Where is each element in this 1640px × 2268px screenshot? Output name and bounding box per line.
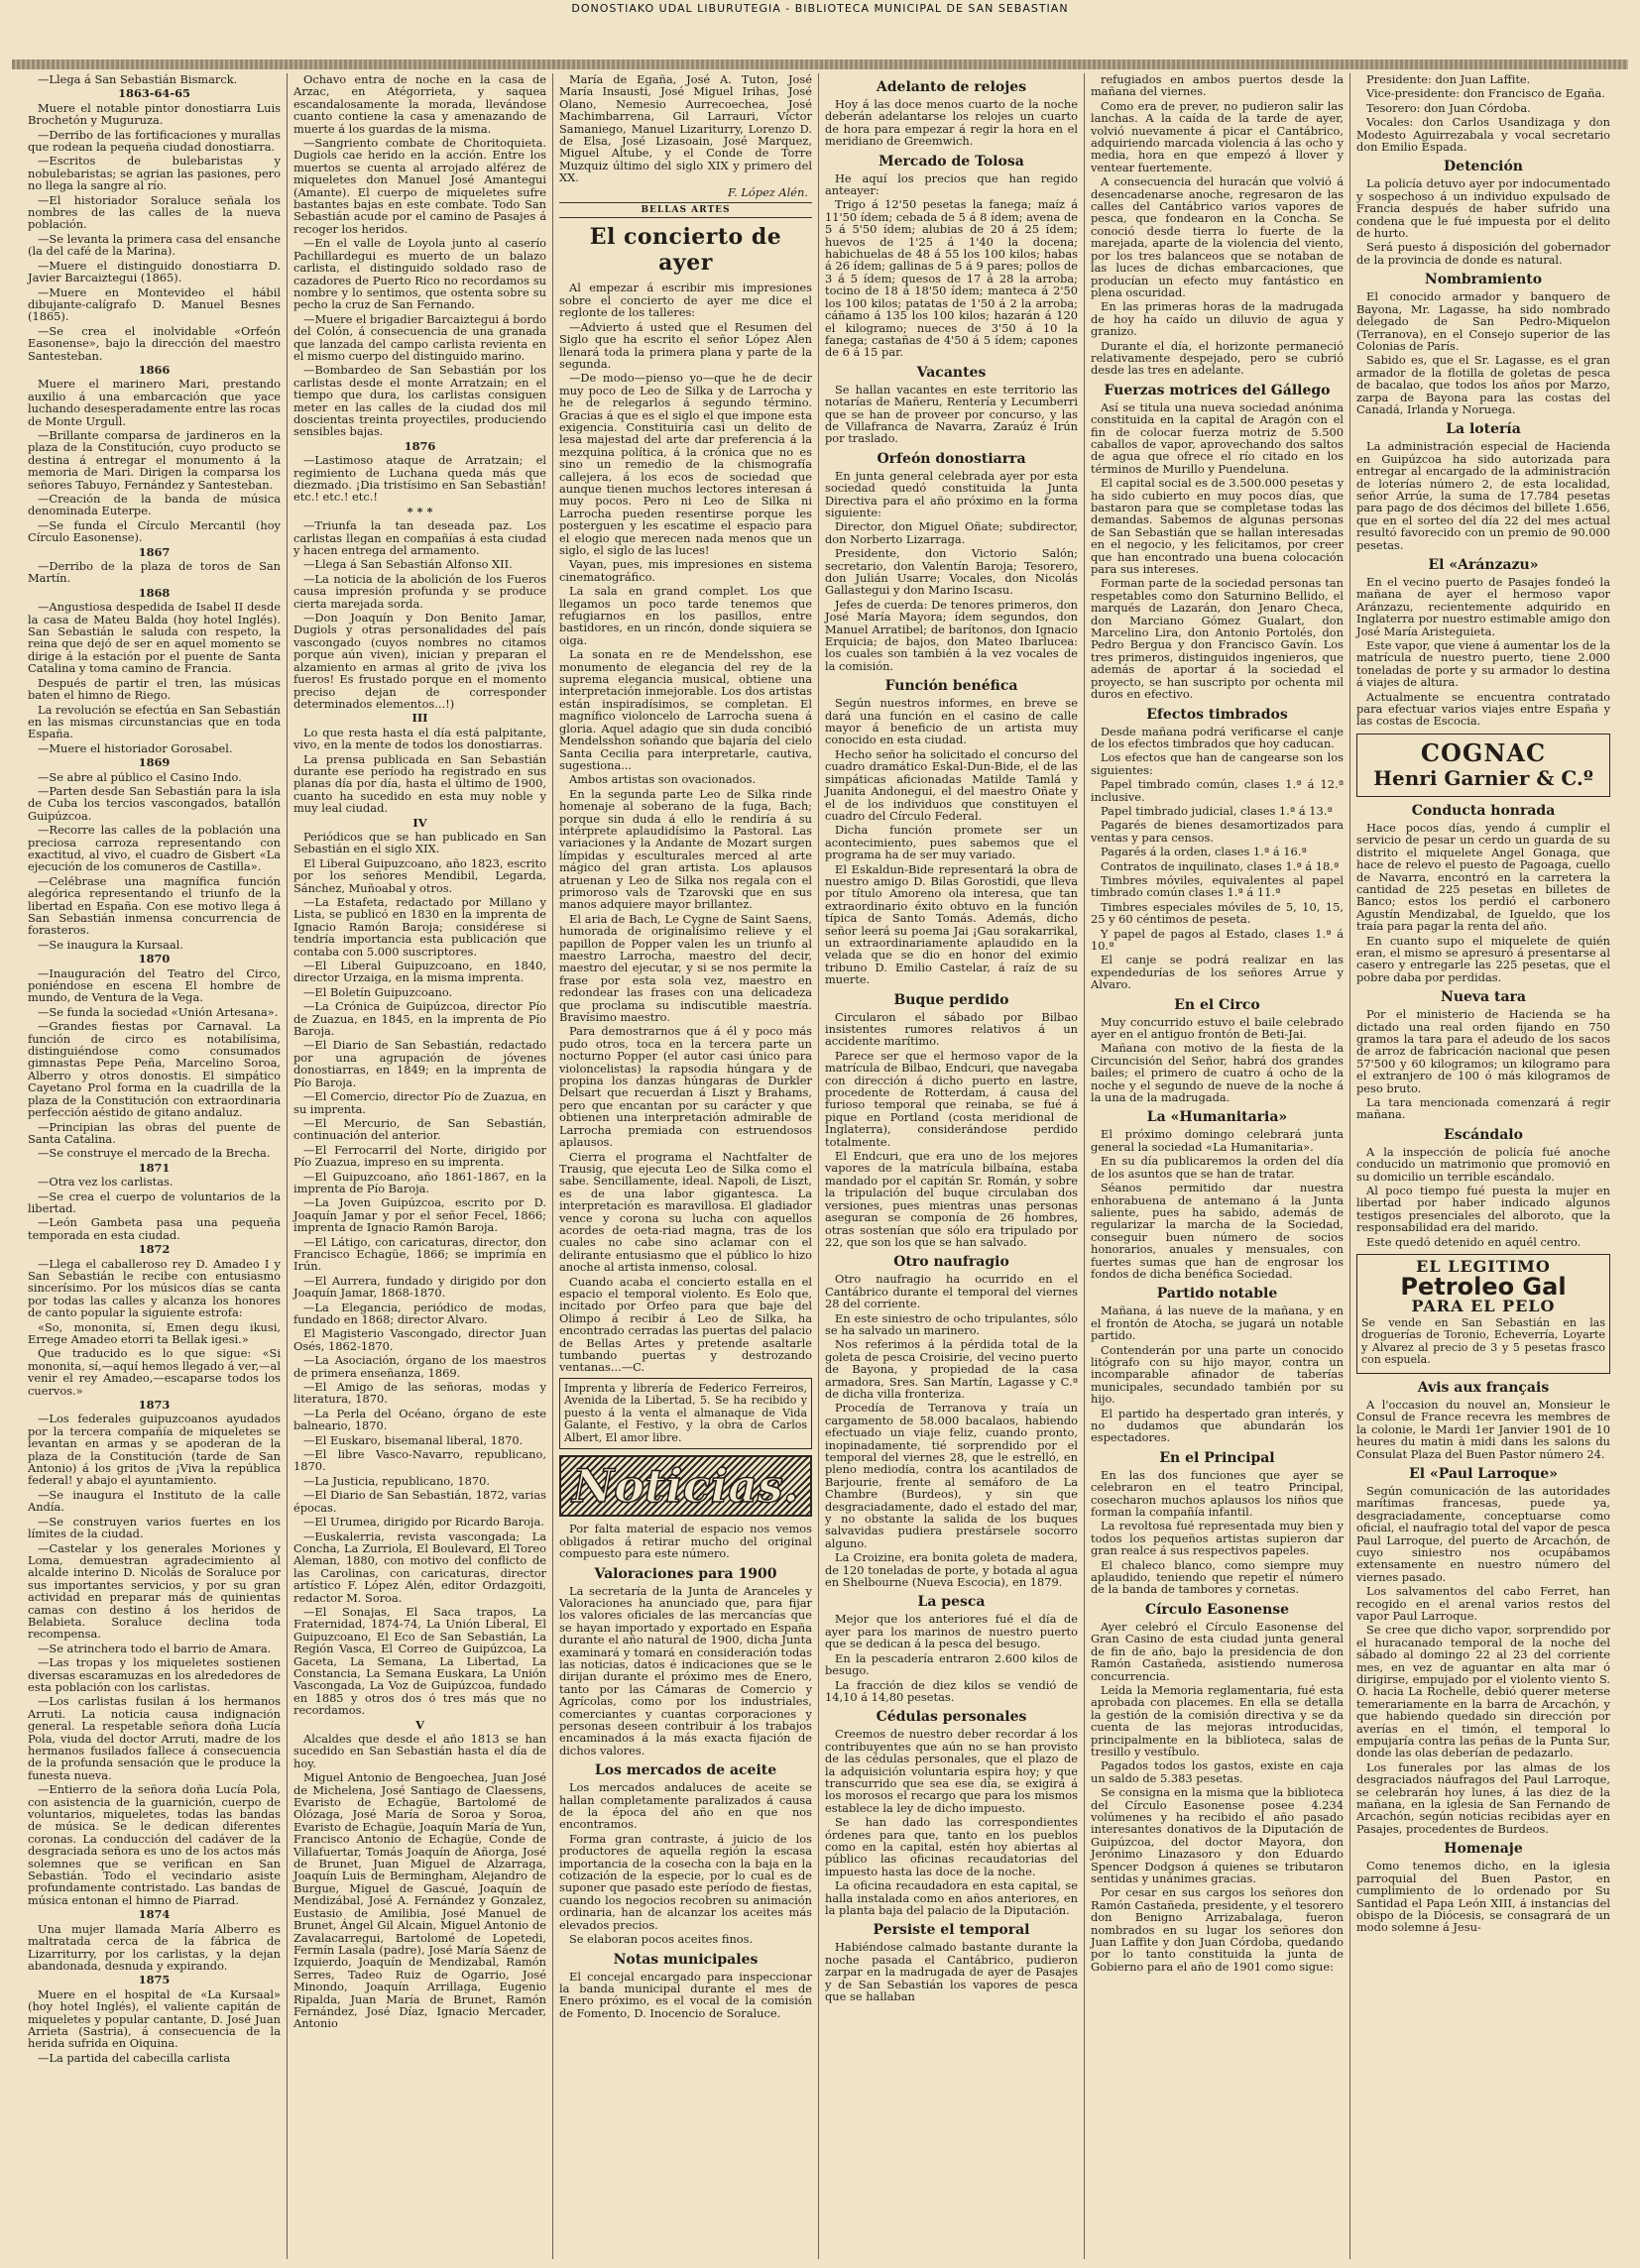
paragraph: La fracción de diez kilos se vendió de 14,10 á 14,80 pesetas. [825, 1677, 1078, 1704]
paragraph: —Se crea el inolvidable «Orfeón Easonense», bajo la dirección del maestro Santesteban. [28, 323, 281, 363]
cognac-title: COGNAC [1420, 737, 1547, 767]
paragraph: En las primeras horas de la madrugada de hoy ha caído un diluvio de agua y granizo. [1091, 299, 1344, 339]
paragraph: Se hallan vacantes en este territorio las notarías de Mañeru, Rentería y Lecumberri que se han de proveer por concurso, y las de Villafranca de Navarra, Zaraúz é Irún por traslado. [825, 382, 1078, 446]
advertisement-petroleo [1356, 1254, 1610, 1374]
paragraph: Timbres móviles, equivalentes al papel timbrado común clases 1.ª á 11.ª [1091, 872, 1344, 900]
paragraph: —El historiador Soraluce señala los nombres de las calles de la nueva población. [28, 192, 281, 232]
paragraph: —La Perla del Océano, órgano de este balneario, 1870. [293, 1406, 546, 1433]
paragraph: Por falta material de espacio nos vemos obligados á retirar mucho del original compuesto para este número. [559, 1522, 812, 1561]
paragraph: —Escritos de bulebaristas y nobulebaristas; se agrian las pasiones, pero no llega la sangre al río. [28, 154, 281, 193]
headline-valoraciones: Valoraciones para 1900 [594, 1565, 777, 1582]
header-ornament [12, 59, 1628, 69]
paragraph: Al empezar á escribir mis impresiones sobre el concierto de ayer me dice el reglonte de los talleres: [559, 281, 812, 320]
paragraph: En cuanto supo el miquelete de quién eran, el mismo se apresuró á presentarse al casero y entregarle las 225 pesetas, que el pobre daba por perdidas. [1356, 933, 1610, 984]
newspaper-page [22, 73, 1620, 2259]
noticias-masthead: Noticias. [559, 1455, 812, 1517]
paragraph: La prensa publicada en San Sebastián durante ese período ha registrado en sus planas día por día, hasta el último de 1900, cuanto ha sucedido en esta muy noble y muy leal ciudad. [293, 751, 546, 816]
article-headline: Homenaje [1444, 1841, 1523, 1858]
valoraciones-body [559, 1585, 812, 1758]
column-6-top [1356, 73, 1610, 728]
paragraph: Mejor que los anteriores fué el día de ayer para los marinos de nuestro puerto que se dedican á la pesca del besugo. [825, 1612, 1078, 1651]
paragraph: Vayan, pues, mis impresiones en sistema cinematográfico. [559, 557, 812, 584]
paragraph: —El Guipuzcoano, año 1861-1867, en la imprenta de Pío Baroja. [293, 1169, 546, 1195]
paragraph: —Se inaugura la Kursaal. [38, 937, 183, 952]
column-5 [1085, 73, 1350, 2259]
paragraph: La oficina recaudadora en esta capital, se halla instalada como en años anteriores, en la planta baja del palacio de la Diputación. [825, 1878, 1078, 1917]
paragraph: Procedía de Terranova y traía un cargamento de 58.000 bacalaos, habiendo efectuado un viaje feliz, cuando pronto, inopinadamente, tié sorprendido por el temporal del viernes 28, que le estrelló, en pleno mediodía, contra los acantilados de Barjourie, frente al semáforo de La Chambre (Burdeos), y sin que desgraciadamente, dado el estado del mar, y no obstante la salida de los buques salvavidas pudiera prestársele socorro alguno. [825, 1401, 1078, 1550]
paragraph: El aria de Bach, Le Cygne de Saint Saens, humorada de originalísimo relieve y el papillon de Popper valen les un triunfo al maestro Larrocha, maestro del decir, maestro del ejecutar, y si se nos permite la frase por esta sola vez, maestro en redondear las frases con una delicadeza que proclama su indiscutible maestría. Bravísimo maestro. [559, 911, 812, 1025]
paragraph: —Se funda la sociedad «Unión Artesana». [38, 1004, 279, 1019]
paragraph: —Brillante comparsa de jardineros en la plaza de la Constitución, cuyo producto se destina á entregar el monumento á la memoria de Mari. Dirigen la comparsa los señores Tabuyo, Fernández y Santesteban. [28, 427, 281, 492]
paragraph: Alcaldes que desde el año 1813 se han sucedido en San Sebastián hasta el día de hoy. [293, 1732, 546, 1770]
article-headline: Círculo Easonense [1144, 1601, 1290, 1618]
paragraph: Pagarés á la orden, clases 1.ª á 16.ª [1101, 845, 1307, 859]
concierto-body [559, 282, 812, 1373]
advertisement-cognac [1356, 734, 1610, 797]
column-4 [819, 73, 1085, 2259]
paragraph: El canje se podrá realizar en las expendedurías de los señores Arrue y Alvaro. [1091, 953, 1344, 992]
paragraph: «So, mononita, sí, Emen degu ikusi, Errege Amadeo etorri ta Bellak igesi.» [28, 1319, 281, 1346]
paragraph: Parece ser que el hermoso vapor de la matrícula de Bilbao, Endcuri, que navegaba con dirección á dicho puerto en lastre, procedente de Rotterdam, á causa del furioso temporal que reinaba, se fué á pique en Portland (costa meridional de Inglaterra), considerándose perdido totalmente. [825, 1048, 1078, 1149]
paragraph: El próximo domingo celebrará junta general la sociedad «La Humanitaria». [1091, 1127, 1344, 1154]
notas-body [559, 1971, 812, 2020]
column-1 [22, 73, 288, 2259]
paragraph: Muere el notable pintor donostiarra Luis Brochetón y Muguruza. [28, 100, 281, 128]
paragraph: Desde mañana podrá verificarse el canje de los efectos timbrados que hoy caducan. [1091, 724, 1344, 750]
paragraph: —La Joven Guipúzcoa, escrito por D. Joaquín Jamar y por el señor Fecel, 1866; imprenta de Ignacio Ramón Baroja. [293, 1195, 546, 1235]
paragraph: Este vapor, que viene á aumentar los de la matrícula de nuestro puerto, tiene 2.000 toneladas de porte y su armador lo destina á viajes de altura. [1356, 638, 1610, 690]
paragraph: Forman parte de la sociedad personas tan respetables como don Saturnino Bellido, el marqués de Lazarán, don Jenaro Checa, don Marciano Gómez Gualart, don Marcelino Lira, don Antonio Portolés, don Pedro Bergua y don Francisco Gavín. Los tres primeros, distinguidos ingenieros, que además de aportar á la sociedad el proyecto, se han suscripto por ochenta mil duros en efectivo. [1091, 576, 1344, 702]
paragraph: La sala en grand complet. Los que llegamos un poco tarde tenemos que refugiarnos en los pasillos, entre bastidores, en un rincón, donde siquiera se oiga. [559, 584, 812, 647]
paragraph: —Muere el historiador Gorosabel. [38, 740, 233, 755]
petroleo-title-bottom: PARA EL PELO [1411, 1297, 1556, 1316]
year-heading: 1875 [138, 1973, 171, 1987]
paragraph: El Eskaldun-Bide representará la obra de nuestro amigo D. Bilas Gorostidi, que lleva por título Amoreno ola interesa, que tan extraordinario éxito obtuvo en la función típica de Santo Tomás. Además, dicho señor leerá su poema Jai ¡Gau sorakarrikal, un extraordinariamente aplaudido en la velada que se dio en honor del eximio tribuno D. Emilio Castelar, á raíz de su muerte. [825, 861, 1078, 987]
paragraph: La sonata en re de Mendelsshon, ese monumento de elegancia del rey de la suprema elegancia musical, obtiene una interpretación inmejorable. Los dos artistas están inspiradísimos, se completan. El magnífico violoncelo de Larrocha suena á gloria. Aquel adagio que sin duda concibió Mendelsshon soñando que bajaría del cielo Santa Cecilia para interpretarle, cautiva, sugestiona... [559, 647, 812, 772]
paragraph: María de Egaña, José A. Tuton, José María Insausti, José Miguel Irihas, José Olano, Nemesio Aurrecoechea, José Machimbarrena, Gil Larrauri, Víctor Samaniego, Manuel Lizariturry, Lorenzo D. de Elsa, José Lizasoain, José Marquez, Miguel Altube, y el Conde de Torre Muzquiz último del siglo XIX y primero del XX. [559, 73, 812, 185]
paragraph: Forma gran contraste, á juicio de los productores de aquella región la escasa importancia de la cosecha con la baja en la cotización de la especie, por lo cual es de suponer que pasado este período de fiestas, cuando los negocios recobren su animación ordinaria, han de alcanzar los aceites más elevados precios. [559, 1831, 812, 1932]
author-signature: F. López Alén. [727, 184, 808, 199]
paragraph: Contenderán por una parte un conocido litógrafo con su hijo mayor, contra un incomparable afinador de taberías municipales, secundado también por su hijo. [1091, 1342, 1344, 1407]
paragraph: El capital social es de 3.500.000 pesetas y ha sido cubierto en muy pocos días, que bastaron para que se completase todas las demandas. Sabemos de algunas personas de San Sebastián que se hallan interesadas en el negocio, y les felicitamos, por creer que han encontrado una buena colocación para sus intereses. [1091, 476, 1344, 577]
article-headline: El «Aránzazu» [1428, 557, 1539, 573]
article-headline: Adelanto de relojes [876, 79, 1027, 95]
section-label-bellas-artes: BELLAS ARTES [559, 202, 812, 218]
paragraph: Como era de prever, no pudieron salir las lanchas. A la caída de la tarde de ayer, volvió nuevamente á picar el Cantábrico, adquiriendo marcada violencia á las ocho y media, hora en que empezó á llover y ventear fuertemente. [1091, 98, 1344, 174]
paragraph: Muere en el hospital de «La Kursaal» (hoy hotel Inglés), el valiente capitán de miqueletes y popular cantante, D. José Juan Arrieta (Sastria), á consecuencia de la herida sufrida en Oiquina. [28, 1986, 281, 2051]
paragraph: Por cesar en sus cargos los señores don Ramón Castañeda, presidente, y el tesorero don Benigno Arrizabalaga, fueron nombrados en su lugar los señores don Juan Laffite y don Juan Córdoba, quedando por lo tanto constituida la junta de Gobierno para el año de 1901 como sigue: [1091, 1885, 1344, 1974]
paragraph: El Endcuri, que era uno de los mejores vapores de la matrícula bilbaína, estaba mandado por el capitán Sr. Román, y sobre la tripulación del buque circulaban dos versiones, pues mientras unas personas aseguran se componía de 26 hombres, otras sostenían que sólo era tripulado por 22, que son los que se han salvado. [825, 1149, 1078, 1249]
column-3-intro [559, 73, 812, 184]
paragraph: Se han dado las correspondientes órdenes para que, tanto en los pueblos como en la capital, estén hoy abiertas al público las oficinas recaudatorias del impuesto hasta las doce de la noche. [825, 1815, 1078, 1878]
paragraph: —Se inaugura el Instituto de la calle Andía. [28, 1487, 281, 1515]
paragraph: La policía detuvo ayer por indocumentado y sospechoso á un individuo expulsado de Francia después de haber sufrido una condena que le fué impuesta por el delito de hurto. [1356, 176, 1610, 241]
paragraph: Cuando acaba el concierto estalla en el espacio el temporal violento. Es Eolo que, incitado por Orfeo para que baje del Olimpo á recibir á Leo de Silka, ha encontrado cerradas las puertas del palacio de Bellas Artes y pretende asaltarle tumbando puertas y destrozando ventanas...—C. [559, 1274, 812, 1375]
paragraph: Los efectos que han de cangearse son los siguientes: [1091, 750, 1344, 777]
paragraph: Vice-presidente: don Francisco de Egaña. [1366, 86, 1605, 101]
paragraph: refugiados en ambos puertos desde la mañana del viernes. [1091, 73, 1344, 99]
paragraph: Este quedó detenido en aquél centro. [1366, 1234, 1581, 1249]
article-headline: El «Paul Larroque» [1409, 1465, 1558, 1482]
paragraph: —La noticia de la abolición de los Fueros causa impresión profunda y se produce cierta marejada sorda. [293, 571, 546, 611]
paragraph: —Se abre al público el Casino Indo. [38, 769, 242, 784]
paragraph: —Los federales guipuzcoanos ayudados por la tercera compañía de miqueletes se levantan en armas y se apoderan de la plaza de la Constitución (tarde de San Antonio) á los gritos de ¡Viva la república federal! y abajo el ayuntamiento. [28, 1412, 281, 1488]
paragraph: —El Diario de San Sebastián, 1872, varias épocas. [293, 1488, 546, 1515]
article-headline: Orfeón donostiarra [877, 450, 1026, 467]
paragraph: Director, don Miguel Oñate; subdirector, don Norberto Lizarraga. [825, 519, 1078, 546]
paragraph: Papel timbrado común, clases 1.ª á 12.ª inclusive. [1091, 777, 1344, 804]
column-1-body [28, 73, 281, 2064]
paragraph: Ayer celebró el Círculo Easonense del Gran Casino de esta ciudad junta general de fin de año, bajo la presidencia de don Ramón Castañeda, asistiendo numerosa concurrencia. [1091, 1619, 1344, 1683]
paragraph: Timbres especiales móviles de 5, 10, 15, 25 y 60 céntimos de peseta. [1091, 899, 1344, 927]
year-heading: * * * [407, 504, 433, 518]
paragraph: Trigo á 12'50 pesetas la fanega; maíz á 11'50 ídem; cebada de 5 á 8 ídem; avena de 5 á 5'50 ídem; alubias de 20 á 25 ídem; huevos de 1'25 á 1'40 la docena; habichuelas de 48 á 55 los 100 kilos; habas á 26 ídem; gallinas de 5 á 9 pares; pollos de 3 á 5 ídem; quesos de 17 á 28 la arroba; tocino de 18 á 18'50 ídem; manteca á 2'50 los 100 kilos; patatas de 1'50 á 2 la arroba; cáñamo á 135 los 100 kilos; hazarán á 120 el kilogramo; nueces de 3'50 á 10 la fanega; castañas de 4'50 á 5 ídem; capones de 6 á 15 par. [825, 197, 1078, 360]
paragraph: Hace pocos días, yendo á cumplir el servicio de pesar un cerdo un guarda de su distrito el miquelete Angel Gonaga, que hace de relevo el puesto de Pagoaga, cuello de Navarra, encontró en la carretera la cantidad de 225 pesetas en billetes de Banco; estos los perdió el carbonero Agustín Mendizabal, de Igueldo, que los traía para pagar la renta del año. [1356, 820, 1610, 934]
paragraph: —Grandes fiestas por Carnaval. La función de circo es notabilísima, distinguiéndose como consumados gimnastas Pepe Peña, Marcelino Soroa, Alberro y otros donostis. El simpático Cayetano Prol forma en la cuadrilla de la plaza de la Constitución con extraordinaria perfección aéstido de gitano andaluz. [28, 1019, 281, 1120]
column-4-body [825, 79, 1078, 2002]
article-headline: Mercado de Tolosa [879, 153, 1024, 170]
paragraph: En las dos funciones que ayer se celebraron en el teatro Principal, cosecharon muchos aplausos los niños que forman la compañía infantil. [1091, 1467, 1344, 1520]
paragraph: —El libre Vasco-Navarro, republicano, 1870. [293, 1447, 546, 1474]
paragraph: —Las tropas y los miqueletes sostienen diversas escaramuzas en los alrededores de esta población con los carlistas. [28, 1655, 281, 1694]
paragraph: —De modo—pienso yo—que he de decir muy poco de Leo de Silka y de Larrocha y he de relegarlos á segundo término. Gracias á que es el siglo el que impone esta exigencia. Constituiría casi un delito de lesa majestad del arte dar preferencia á la mezquina política, á la crónica que no es sino un remedio de la chismografía callejera, á los ecos de sociedad que aunque tienen muchos lectores interesan á muy pocos. Pero ni Leo de Silka ni Larrocha pueden resentirse porque les posterguen y les escatime el espacio para el elogio que merecen nada menos que un siglo, el siglo de las luces! [559, 371, 812, 557]
article-headline: Nombramiento [1424, 272, 1543, 288]
article-headline: Efectos timbrados [1146, 706, 1288, 723]
article-headline: Escándalo [1444, 1126, 1523, 1143]
column-2-body [293, 73, 546, 2030]
paragraph: Hoy á las doce menos cuarto de la noche deberán adelantarse los relojes un cuarto de hora para empezar á regir la hora en el meridiano de Greemwich. [825, 97, 1078, 149]
article-headline: Cédulas personales [876, 1709, 1027, 1726]
paragraph: Cierra el programa el Nachtfalter de Trausig, que ejecuta Leo de Silka como el sabe. Sencillamente, ideal. Napoli, de Liszt, es de una labor gigantesca. La interpretación es maravillosa. El gladiador vence y corona su lucha con aquellos acordes de oeta-riad magna, tras de los cuales no cabe sino aclamar con el delirante entusiasmo que el público lo hizo anoche al artista inmenso, colosal. [559, 1149, 812, 1275]
paragraph: —Inauguración del Teatro del Circo, poniéndose en escena El hombre de mundo, de Ventura de la Vega. [28, 965, 281, 1005]
paragraph: —Muere el brigadier Barcaiztegui á bordo del Colón, á consecuencia de una granada que lanzada del campo carlista revienta en el mismo cuerpo del distinguido marino. [293, 311, 546, 363]
column-6-bottom [1356, 1380, 1610, 1934]
column-6 [1350, 73, 1616, 2259]
petroleo-brand: Petroleo Gal [1400, 1273, 1567, 1302]
paragraph: —Bombardeo de San Sebastián por los carlistas desde el monte Arratzain; en el tiempo que dura, los carlistas consiguen meter en las calles de la ciudad dos mil doscientas treinta proyectiles, produciendo sensibles bajas. [293, 363, 546, 439]
paragraph: En su día publicaremos la orden del día de los asuntos que se han de tratar. [1091, 1154, 1344, 1181]
paragraph: Papel timbrado judicial, clases 1.ª á 13.ª [1101, 803, 1333, 818]
paragraph: El Liberal Guipuzcoano, año 1823, escrito por los señores Mendibil, Legarda, Sánchez, Muñoabal y otros. [293, 855, 546, 895]
article-headline: Función benéfica [884, 678, 1018, 695]
year-heading: 1863-64-65 [118, 86, 190, 101]
paragraph: —Derribo de la plaza de toros de San Martín. [28, 559, 281, 586]
paragraph: Actualmente se encuentra contratado para efectuar varios viajes entre España y las costas de Escocia. [1356, 689, 1610, 729]
paragraph: La secretaría de la Junta de Aranceles y Valoraciones ha anunciado que, para fijar los valores oficiales de las mercancías que se hayan importado y exportado en España durante el año natural de 1900, dicha Junta examinará y tomará en consideración todas las noticias, datos é indicaciones que se le dirijan durante el próximo mes de Enero, tanto por las Cámaras de Comercio y Agrícolas, como por los industriales, comerciantes y cuantas corporaciones y personas deseen contribuir á los trabajos encaminados á la más exacta fijación de dichos valores. [559, 1583, 812, 1758]
paragraph: —Muere en Montevideo el hábil dibujante-calígrafo D. Manuel Besnes (1865). [28, 284, 281, 324]
paragraph: —Llega á San Sebastián Alfonso XII. [303, 557, 513, 572]
paragraph: Creemos de nuestro deber recordar á los contribuyentes que aún no se han provisto de las cédulas personales, que el plazo de la adquisición voluntaria espira hoy; y que transcurrido que sea ese día, se exigirá á los morosos el recargo que para los mismos establece la ley de dicho impuesto. [825, 1727, 1078, 1815]
paragraph: Durante el día, el horizonte permaneció relativamente despejado, pero se cubrió desde las tres en adelante. [1091, 338, 1344, 378]
imprenta-notice: Imprenta y librería de Federico Ferreiros, Avenida de la Libertad, 5. Se ha recibido y puesto á la venta el almanaque de Vida Galante, el Festivo, y la obra de Carlos Albert, El amor libre. [559, 1378, 812, 1450]
column-2 [288, 73, 553, 2259]
paragraph: Miguel Antonio de Bengoechea, Juan José de Michelena, José Santiago de Claessens, Evaristo de Echagüe, Bartolomé de Olózaga, José María de Soroa y Soroa, Evaristo de Echagüe, Joaquín María de Yun, Francisco Antonio de Echagüe, Conde de Villafuertar, Tomás Joaquín de Añorga, José de Brunet, Juan Miguel de Alzarraga, Joaquín Luis de Bermingham, Alejandro de Burgue, Miguel de Gascué, Joaquín de Mendizábal, José A. Fernández y Gonzalez, Eustasio de Amilibia, José Manuel de Brunet, Ángel Gil Alcain, Miguel Antonio de Zavalacarregui, Bartolomé de Lopetedi, Fermín Lasala (padre), José María Sáenz de Izquierdo, Joaquín de Mendizabal, Ramón Serres, Tadeo Ruiz de Ogarrio, José Minondo, Joaquín Arrillaga, Eugenio Ripalda, Juan María de Brunet, Ramón Fernández, José Díaz, Ignacio Mercader, Antonio [293, 1770, 546, 2031]
paragraph: En junta general celebrada ayer por esta sociedad quedó constituida la Junta Directiva para el año próximo en la forma siguiente: [825, 468, 1078, 519]
paragraph: —La Estafeta, redactado por Millano y Lista, se publicó en 1830 en la imprenta de Ignacio Ramón Baroja; considérese si tendría importancia esta publicación que contaba con 5.000 suscriptores. [293, 895, 546, 959]
year-heading: III [411, 711, 428, 726]
paragraph: —Se atrinchera todo el barrio de Amara. [38, 1641, 272, 1655]
aceite-body [559, 1781, 812, 1945]
paragraph: Ochavo entra de noche en la casa de Arzac, en Atégorrieta, y saquea escandalosamente la morada, llevándose cuanto contiene la casa y amenazando de muerte á los guardas de la misma. [293, 73, 546, 136]
paragraph: Según comunicación de las autoridades marítimas francesas, puede ya, desgraciadamente, conceptuarse como oficial, el naufragio total del vapor de pesca Paul Larroque, del puerto de Arcachón, de cuyo siniestro nos ocupábamos extensamente en nuestro número del viernes pasado. [1356, 1483, 1610, 1584]
paragraph: Será puesto á disposición del gobernador de la provincia de donde es natural. [1356, 240, 1610, 267]
year-heading: 1871 [138, 1160, 171, 1175]
paragraph: —El Urumea, dirigido por Ricardo Baroja. [303, 1515, 544, 1530]
paragraph: —Llega á San Sebastián Bismarck. [38, 73, 238, 86]
paragraph: El chaleco blanco, como siempre muy aplaudido, teniendo que repetir el número de la banda de tambores y cornetas. [1091, 1557, 1344, 1597]
paragraph: Muy concurrido estuvo el baile celebrado ayer en el antiguo frontón de Beti-Jai. [1091, 1014, 1344, 1042]
paragraph: —Entierro de la señora doña Lucía Pola, con asistencia de la guarnición, cuerpo de voluntarios, miqueletes, todas las bandas de música. Se le dedican diferentes coronas. La conducción del cadáver de la desgraciada señora es uno de los actos más solemnes que se verifican en San Sebastián. Todo el vecindario asiste profundamente contristado. Las bandas de música entonan el himno de Piarrad. [28, 1782, 281, 1907]
year-heading: 1873 [138, 1398, 171, 1413]
year-heading: IV [412, 815, 427, 830]
paragraph: Una mujer llamada María Alberro es maltratada cerca de la fábrica de Lizarriturry, por los carlistas, y la dejan abandonada, desnuda y expirando. [28, 1921, 281, 1973]
paragraph: Nos referimos á la pérdida total de la goleta de pesca Croisirie, del vecino puerto de Bayona, y propiedad de la casa armadora, Sres. San Martín, Lagasse y C.ª de dicha villa fronteriza. [825, 1337, 1078, 1401]
paragraph: En la pescadería entraron 2.600 kilos de besugo. [825, 1650, 1078, 1678]
paragraph: —El Amigo de las señoras, modas y literatura, 1870. [293, 1380, 546, 1407]
article-headline: La lotería [1446, 421, 1521, 438]
paragraph: —La partida del cabecilla carlista [38, 2050, 231, 2065]
paragraph: —La Crónica de Guipúzcoa, director Pío de Zuazua, en 1845, en la imprenta de Pío Baroja. [293, 999, 546, 1039]
paragraph: —Recorre las calles de la población una preciosa carroza representando con exactitud, al vivo, el cuadro de Gisbert «La ejecución de los comuneros de Castilla». [28, 823, 281, 874]
paragraph: —Se crea el cuerpo de voluntarios de la libertad. [28, 1189, 281, 1215]
article-headline: Persiste el temporal [873, 1922, 1030, 1939]
article-headline: En el Circo [1174, 996, 1260, 1013]
paragraph: Séanos permitido dar nuestra enhorabuena de antemano á la Junta saliente, pues ha sabido, además de regularizar la marcha de la Sociedad, conseguir buen número de socios honorarios, anuales y mensuales, con fuertes sumas que han de engrosar los fondos de dicha benéfica Sociedad. [1091, 1181, 1344, 1281]
paragraph: —La Asociación, órgano de los maestros de primera enseñanza, 1869. [293, 1353, 546, 1380]
paragraph: El Magisterio Vascongado, director Juan Osés, 1862-1870. [293, 1326, 546, 1353]
paragraph: Lo que resta hasta el día está palpitante, vivo, en la mente de todos los donostiarras. [293, 725, 546, 752]
paragraph: Que traducido es lo que sigue: «Si mononita, sí,—aquí hemos llegado á ver,—al venir el rey Amadeo,—escaparse todos los cuervos.» [28, 1346, 281, 1398]
paragraph: Tesorero: don Juan Córdoba. [1366, 100, 1531, 115]
paragraph: Después de partir el tren, las músicas baten el himno de Riego. [28, 675, 281, 703]
paragraph: —Castelar y los generales Moriones y Loma, demuestran agradecimiento al alcalde interino D. Nicolás de Soraluce por sus importantes servicios, y por su gran actividad en preparar más de quinientas camas con destino á los heridos de Belabieta. Soraluce declina toda recompensa. [28, 1540, 281, 1642]
paragraph: Pagarés de bienes desamortizados para ventas y para censos. [1091, 818, 1344, 845]
paragraph: Mañana con motivo de la fiesta de la Circuncisión del Señor, habrá dos grandes bailes; el primero de cuatro á ocho de la noche y el segundo de nueve de la noche á la una de la madrugada. [1091, 1041, 1344, 1105]
year-heading: 1870 [138, 952, 171, 966]
headline-aceite: Los mercados de aceite [594, 1762, 777, 1779]
year-heading: 1876 [404, 438, 436, 453]
paragraph: La administración especial de Hacienda en Guipúzcoa ha sido autorizada para entregar al encargado de la administración de loterías número 2, de esta localidad, señor Arrúe, la suma de 17.784 pesetas para pago de dos décimos del billete 1.656, que en el sorteo del día 22 del mes actual resultó favorecido con un premio de 90.000 pesetas. [1356, 439, 1610, 552]
paragraph: Como tenemos dicho, en la iglesia parroquial del Buen Pastor, en cumplimiento de lo ordenado por Su Santidad el Papa León XIII, á instancias del obispo de la Diócesis, se consagrará de un modo solemne á Jesu- [1356, 1859, 1610, 1935]
paragraph: —El Euskaro, bisemanal liberal, 1870. [303, 1432, 524, 1447]
article-headline-concierto: El concierto de ayer [589, 224, 782, 277]
paragraph: —Triunfa la tan deseada paz. Los carlistas llegan en compañías á esta ciudad y hacen entrega del armamento. [293, 518, 546, 558]
noticias-intro [559, 1523, 812, 1559]
paragraph: A l'occasion du nouvel an, Monsieur le Consul de France recevra les membres de la colonie, le Mardi 1er Janvier 1901 de 10 heures du matin à midi dans les salons du Consulat Plaza del Buen Pastor número 24. [1356, 1397, 1610, 1461]
paragraph: Para demostrarnos que á él y poco más pudo otros, toca en la tercera parte un nocturno Popper (el autor casi único para violoncelistas) la rapsodia húngara y de propina los danzas húngaras de Durkler Delsart que recuerdan á Liszt y Brahams, pero que encantan por su carácter y que obtienen una interpretación admirable de Larrocha premiada con estruendosos aplausos. [559, 1024, 812, 1150]
paragraph: Así se titula una nueva sociedad anónima constituida en la capital de Aragón con el fin de colocar fuerza motriz de 5.500 caballos de vapor, aprovechando dos saltos de agua que ofrece el río citado en los términos de Murillo y Puendeluna. [1091, 399, 1344, 476]
article-headline: La «Humanitaria» [1146, 1109, 1288, 1126]
article-headline: La pesca [917, 1594, 986, 1611]
paragraph: —Los carlistas fusilan á los hermanos Arruti. La noticia causa indignación general. La respetable señora doña Lucía Pola, viuda del doctor Arruti, madre de los hermanos fusilados fallece á consecuencia de la profunda sensación que le produce la funesta nueva. [28, 1694, 281, 1782]
paragraph: Ambos artistas son ovacionados. [569, 772, 757, 787]
paragraph: —Se construyen varios fuertes en los límites de la ciudad. [28, 1514, 281, 1541]
year-heading: 1869 [138, 755, 171, 770]
paragraph: Los funerales por las almas de los desgraciados náufragos del Paul Larroque, se celebrarán hoy lunes, á las diez de la mañana, en la iglesia de San Fernando de Arcachón, según noticias recibidas ayer en Pasajes, procedentes de Burdeos. [1356, 1759, 1610, 1836]
paragraph: —Creación de la banda de música denominada Euterpe. [28, 492, 281, 518]
paragraph: —En el valle de Loyola junto al caserío Pachillardegui es muerto de un balazo carlista, el distinguido soldado raso de cazadores de Puerto Rico no recordamos su nombre y lo sentimos, que ostenta sobre su pecho la cruz de San Fernando. [293, 236, 546, 312]
article-headline: Fuerzas motrices del Gállego [1104, 382, 1331, 398]
petroleo-title-top: EL LEGITIMO [1416, 1257, 1551, 1277]
article-headline: Nueva tara [1441, 989, 1526, 1006]
year-heading: 1868 [138, 585, 171, 600]
paragraph: Presidente, don Victorio Salón; secretario, don Valentín Baroja; Tesorero, don Julián Usarre; Vocales, don Nicolás Gallastegui y don Marino Iscasu. [825, 546, 1078, 598]
article-headline: En el Principal [1159, 1449, 1275, 1466]
paragraph: —El Comercio, director Pío de Zuazua, en su imprenta. [293, 1089, 546, 1116]
paragraph: —León Gambeta pasa una pequeña temporada en esta ciudad. [28, 1215, 281, 1242]
paragraph: —El Boletín Guipuzcoano. [303, 984, 453, 999]
paragraph: Se elaboran pocos aceites finos. [569, 1932, 754, 1947]
paragraph: —El Diario de San Sebastián, redactado por una agrupación de jóvenes donostiarras, en 1849; en la imprenta de Pío Baroja. [293, 1038, 546, 1089]
paragraph: Por el ministerio de Hacienda se ha dictado una real orden fijando en 750 gramos la tara para el adeudo de los sacos de arroz de fabricación nacional que pesen 57'500 y 60 kilogramos; un kilogramo para el extranjero de 100 ó más kilogramos de peso bruto. [1356, 1007, 1610, 1095]
cognac-brand: Henri Garnier & C.º [1373, 765, 1593, 790]
paragraph: Circularon el sábado por Bilbao insistentes rumores relativos á un accidente marítimo. [825, 1009, 1078, 1049]
column-3 [553, 73, 819, 2259]
paragraph: Se consigna en la misma que la biblioteca del Círculo Easonense posee 4.234 volúmenes y ha recibido el año pasado interesantes donativos de la Diputación de Guipúzcoa, del doctor Mayora, don Jerónimo Linazasoro y don Eduardo Spencer Dodgson á quienes se tributaron sentidas y unánimes gracias. [1091, 1785, 1344, 1885]
paragraph: —El Sonajas, El Saca trapos, La Fraternidad, 1874-74, La Unión Liberal, El Guipuzcoano, El Eco de San Sebastián, La Región Vasca, El Correo de Guipúzcoa, La Gaceta, La Semana, La Libertad, La Constancia, La Semana Euskara, La Unión Vascongada, La Voz de Guipúzcoa, fundado en 1885 y otros dos ó tres más que no recordamos. [293, 1604, 546, 1718]
paragraph: Se cree que dicho vapor, sorprendido por el huracanado temporal de la noche del sábado al domingo 22 al 23 del corriente mes, en vez de aguantar en alta mar ó dirigirse, empujado por el violento viento S. O. hacia La Rochelle, debió querer meterse temerariamente en la barra de Arcachón, y que habiendo quedado sin dirección por averías en el timón, el temporal lo empujaría contra las peñas de la Punta Sur, donde las olas deberían de pedazarlo. [1356, 1623, 1610, 1760]
paragraph: —Se construye el mercado de la Brecha. [38, 1146, 271, 1161]
column-5-body [1091, 73, 1344, 1973]
paragraph: —Parten desde San Sebastián para la isla de Cuba los tercios vascongados, batallón Guipúzcoa. [28, 783, 281, 823]
paragraph: Dicha función promete ser un acontecimiento, pues sabemos que el programa ha de ser muy variado. [825, 823, 1078, 862]
paragraph: —El Mercurio, de San Sebastián, continuación del anterior. [293, 1115, 546, 1143]
paragraph: Otro naufragio ha ocurrido en el Cantábrico durante el temporal del viernes 28 del corriente. [825, 1272, 1078, 1311]
paragraph: —Se levanta la primera casa del ensanche (la del café de la Marina). [28, 231, 281, 259]
paragraph: El conocido armador y banquero de Bayona, Mr. Lagasse, ha sido nombrado delegado de San Pedro-Miquelon (Terranova), en el Consejo superior de las Colonias de París. [1356, 289, 1610, 353]
paragraph: En este siniestro de ocho tripulantes, sólo se ha salvado un marinero. [825, 1310, 1078, 1337]
paragraph: —El Látigo, con caricaturas, director, don Francisco Echagüe, 1866; se imprimía en Irún. [293, 1234, 546, 1274]
paragraph: Muere el marinero Mari, prestando auxilio á una embarcación que yace luchando desesperadamente entre las rocas de Monte Urgull. [28, 377, 281, 428]
paragraph: Hecho señor ha solicitado el concurso del cuadro dramático Eskal-Dun-Bide, el de las simpáticas aficionadas Matilde Tamlá y Juanita Andonegui, el del maestro Oñate y el de los individuos que constituyen el cuadro del Círculo Federal. [825, 746, 1078, 823]
paragraph: —La Justicia, republicano, 1870. [303, 1473, 490, 1488]
paragraph: Según nuestros informes, en breve se dará una función en el casino de calle mayor á beneficio de un artista muy conocido en esta ciudad. [825, 696, 1078, 747]
headline-notas-municipales: Notas municipales [613, 1951, 759, 1968]
paragraph: Vocales: don Carlos Usandizaga y don Modesto Aguirrezabala y vocal secretario don Emilio Espada. [1356, 115, 1610, 155]
article-headline: Buque perdido [893, 991, 1009, 1008]
paragraph: —Llega el caballeroso rey D. Amadeo I y San Sebastián le recibe con entusiasmo sincerísimo. Por los músicos días se canta por todas las calles y alcanza los honores de canto popular la siguiente estrofa: [28, 1256, 281, 1320]
paragraph: El concejal encargado para inspeccionar la banda municipal durante el mes de Enero próximo, es el vocal de la comisión de Fomento, D. Inocencio de Soraluce. [559, 1969, 812, 2020]
paragraph: —La Elegancia, periódico de modas, fundado en 1868; director Alvaro. [293, 1300, 546, 1326]
paragraph: El partido ha despertado gran interés, y no dudamos que abundarán los espectadores. [1091, 1406, 1344, 1445]
paragraph: Los salvamentos del cabo Ferret, han recogido en el arenal varios restos del vapor Paul Larroque. [1356, 1584, 1610, 1623]
paragraph: —Advierto á usted que el Resumen del Siglo que ha escrito el señor López Alen llenará toda la primera plana y parte de la segunda. [559, 319, 812, 371]
article-headline: Partido notable [1156, 1286, 1278, 1303]
paragraph: —Celébrase una magnífica función alegórica representando el triunfo de la libertad en España. Con ese motivo llega á San Sebastián inmensa concurrencia de forasteros. [28, 873, 281, 938]
article-headline: Avis aux français [1417, 1379, 1550, 1396]
paragraph: —Lastimoso ataque de Arratzain; el regimiento de Luchana queda más que diezmado. ¡Dia tristísimo en San Sebastián! etc.! etc.! etc.! [293, 453, 546, 505]
paragraph: —Derribo de las fortificaciones y murallas que rodean la pequeña ciudad donostiarra. [28, 127, 281, 155]
paragraph: —Sangriento combate de Choritoquieta. Dugiols cae herido en la acción. Entre los muertos se cuenta al arrojado alférez de miqueletes don Manuel José Amantegui (Amante). El cuerpo de miqueletes sufre bastantes bajas en este combate. Todo San Sebastián acude por el camino de Pasajes á recoger los heridos. [293, 136, 546, 236]
paragraph: Mañana, á las nueve de la mañana, y en el frontón de Atocha, se jugará un notable partido. [1091, 1304, 1344, 1343]
paragraph: Jefes de cuerda: De tenores primeros, don José María Mayora; ídem segundos, don Manuel Arratibel; de barítonos, don Ignacio Erquicia; de bajos, don Mateo Ibarlucea: los cuales son también á la vez vocales de la comisión. [825, 597, 1078, 673]
paragraph: He aquí los precios que han regido anteayer: [825, 170, 1078, 198]
paragraph: Presidente: don Juan Laffite. [1366, 73, 1531, 86]
paragraph: —El Ferrocarril del Norte, dirigido por Pío Zuazua, impreso en su imprenta. [293, 1142, 546, 1170]
paragraph: —Angustiosa despedida de Isabel II desde la casa de Mateu Balda (hoy hotel Inglés). San Sebastián le saluda con respeto, la reina que dejó de ser en aquel momento se dirige á la estación por el puente de Santa Catalina y toma camino de Francia. [28, 600, 281, 676]
library-watermark: DONOSTIAKO UDAL LIBURUTEGIA - BIBLIOTECA MUNICIPAL DE SAN SEBASTIAN [571, 2, 1069, 15]
paragraph: —El Liberal Guipuzcoano, en 1840, director Urzaiga, en la misma imprenta. [293, 959, 546, 985]
petroleo-body: Se vende en San Sebastián en las droguerías de Toronio, Echeverría, Loyarte y Alvarez al precio de 3 y 5 pesetas frasco con espuela. [1361, 1315, 1605, 1367]
paragraph: A consecuencia del huracán que volvió á desencadenarse anoche, regresaron de las calles del Cantábrico varios vapores de pesca, que fondearon en la Concha. Se conoció desde tierra lo fuerte de la marejada, aparte de la violencia del viento, por los tres balanceos que se notaban de las luces de dichas embarcaciones, que producían un efecto muy fantástico en plena oscuridad. [1091, 174, 1344, 299]
paragraph: —Euskalerria, revista vascongada; La Concha, La Zurriola, El Boulevard, El Toreo Aleman, 1880, con motivo del conflicto de las Carolinas, con caricaturas, director artístico F. López Alén, editor Ordazgoiti, redactor M. Soroa. [293, 1529, 546, 1605]
paragraph: —Principian las obras del puente de Santa Catalina. [28, 1119, 281, 1146]
paragraph: Pagados todos los gastos, existe en caja un saldo de 5.383 pesetas. [1091, 1758, 1344, 1785]
paragraph: —Muere el distinguido donostiarra D. Javier Barcaiztegui (1865). [28, 258, 281, 285]
paragraph: A la inspección de policía fué anoche conducido un matrimonio que promovió en su domicilio un terrible escándalo. [1356, 1144, 1610, 1184]
paragraph: Los mercados andaluces de aceite se hallan completamente paralizados á causa de la época del año en que nos encontramos. [559, 1780, 812, 1832]
article-headline: Otro naufragio [893, 1254, 1009, 1271]
paragraph: La revolución se efectúa en San Sebastián en las mismas circunstancias que en toda España. [28, 702, 281, 741]
paragraph: La Croizine, era bonita goleta de madera, de 120 toneladas de porte, y botada al agua en Shelbourne (Nueva Escocia), en 1879. [825, 1550, 1078, 1590]
paragraph: Y papel de pagos al Estado, clases 1.ª á 10.ª [1091, 926, 1344, 953]
article-headline: Detención [1444, 159, 1523, 175]
paragraph: La revoltosa fué representada muy bien y todos los pequeños artistas supieron dar gran realce á sus respectivos papeles. [1091, 1519, 1344, 1558]
paragraph: Leída la Memoria reglamentaria, fué esta aprobada con placemes. En ella se detalla la gestión de la comisión directiva y se da cuenta de las mejoras introducidas, principalmente en la biblioteca, salas de tresillo y vestíbulo. [1091, 1682, 1344, 1758]
column-6-middle [1356, 803, 1610, 1248]
paragraph: —Se funda el Círculo Mercantil (hoy Círculo Easonense). [28, 517, 281, 545]
paragraph: Periódicos que se han publicado en San Sebastián en el siglo XIX. [293, 829, 546, 856]
year-heading: V [415, 1717, 424, 1732]
paragraph: Contratos de inquilinato, clases 1.ª á 18.ª [1101, 858, 1340, 873]
article-headline: Vacantes [916, 364, 987, 381]
paragraph: En la segunda parte Leo de Silka rinde homenaje al soberano de la fuga, Bach; porque sin duda á ello le rendiría á su intérprete aplaudidísimo la Pastoral. Las variaciones y la Andante de Mozart surgen límpidas y esculturales merced al arte mágico del gran artista. Los aplausos atruenan y Leo de Silka nos regala con el primoroso vals de Tzarovski que en sus manos adquiere mayor brillantez. [559, 786, 812, 912]
paragraph: Habiéndose calmado bastante durante la noche pasada el Cantábrico, pudieron zarpar en la madrugada de ayer de Pasajes y de San Sebastián los vapores de pesca que se hallaban [825, 1940, 1078, 2004]
article-headline: Conducta honrada [1411, 802, 1556, 819]
paragraph: La tara mencionada comenzará á regir mañana. [1356, 1095, 1610, 1122]
year-heading: 1867 [138, 544, 171, 559]
year-heading: 1874 [138, 1907, 171, 1922]
year-heading: 1872 [138, 1242, 171, 1257]
paragraph: —Don Joaquín y Don Benito Jamar, Dugiols y otras personalidades del país vascongado (cuyos nombres no citamos porque aún viven), inician y preparan el alzamiento en armas al grito de ¡viva los fueros! Es frustado porque en el momento preciso dejan de corresponder determinados elementos...!) [293, 611, 546, 711]
paragraph: En el vecino puerto de Pasajes fondeó la mañana de ayer el hermoso vapor Aránzazu, recientemente adquirido en Inglaterra por nuestro estimable amigo don José María Aristeguieta. [1356, 575, 1610, 638]
paragraph: Sabido es, que el Sr. Lagasse, es el gran armador de la flotilla de goletas de pesca de bacalao, que todos los años por Marzo, zarpa de Bayona para las costas del Canadá, Irlanda y Noruega. [1356, 353, 1610, 416]
paragraph: —El Aurrera, fundado y dirigido por don Joaquín Jamar, 1868-1870. [293, 1273, 546, 1301]
paragraph: Al poco tiempo fué puesta la mujer en libertad por haber indicado algunos testigos presenciales del alboroto, que la responsabilidad era del marido. [1356, 1184, 1610, 1235]
paragraph: —Otra vez los carlistas. [38, 1175, 174, 1190]
year-heading: 1866 [138, 362, 171, 377]
